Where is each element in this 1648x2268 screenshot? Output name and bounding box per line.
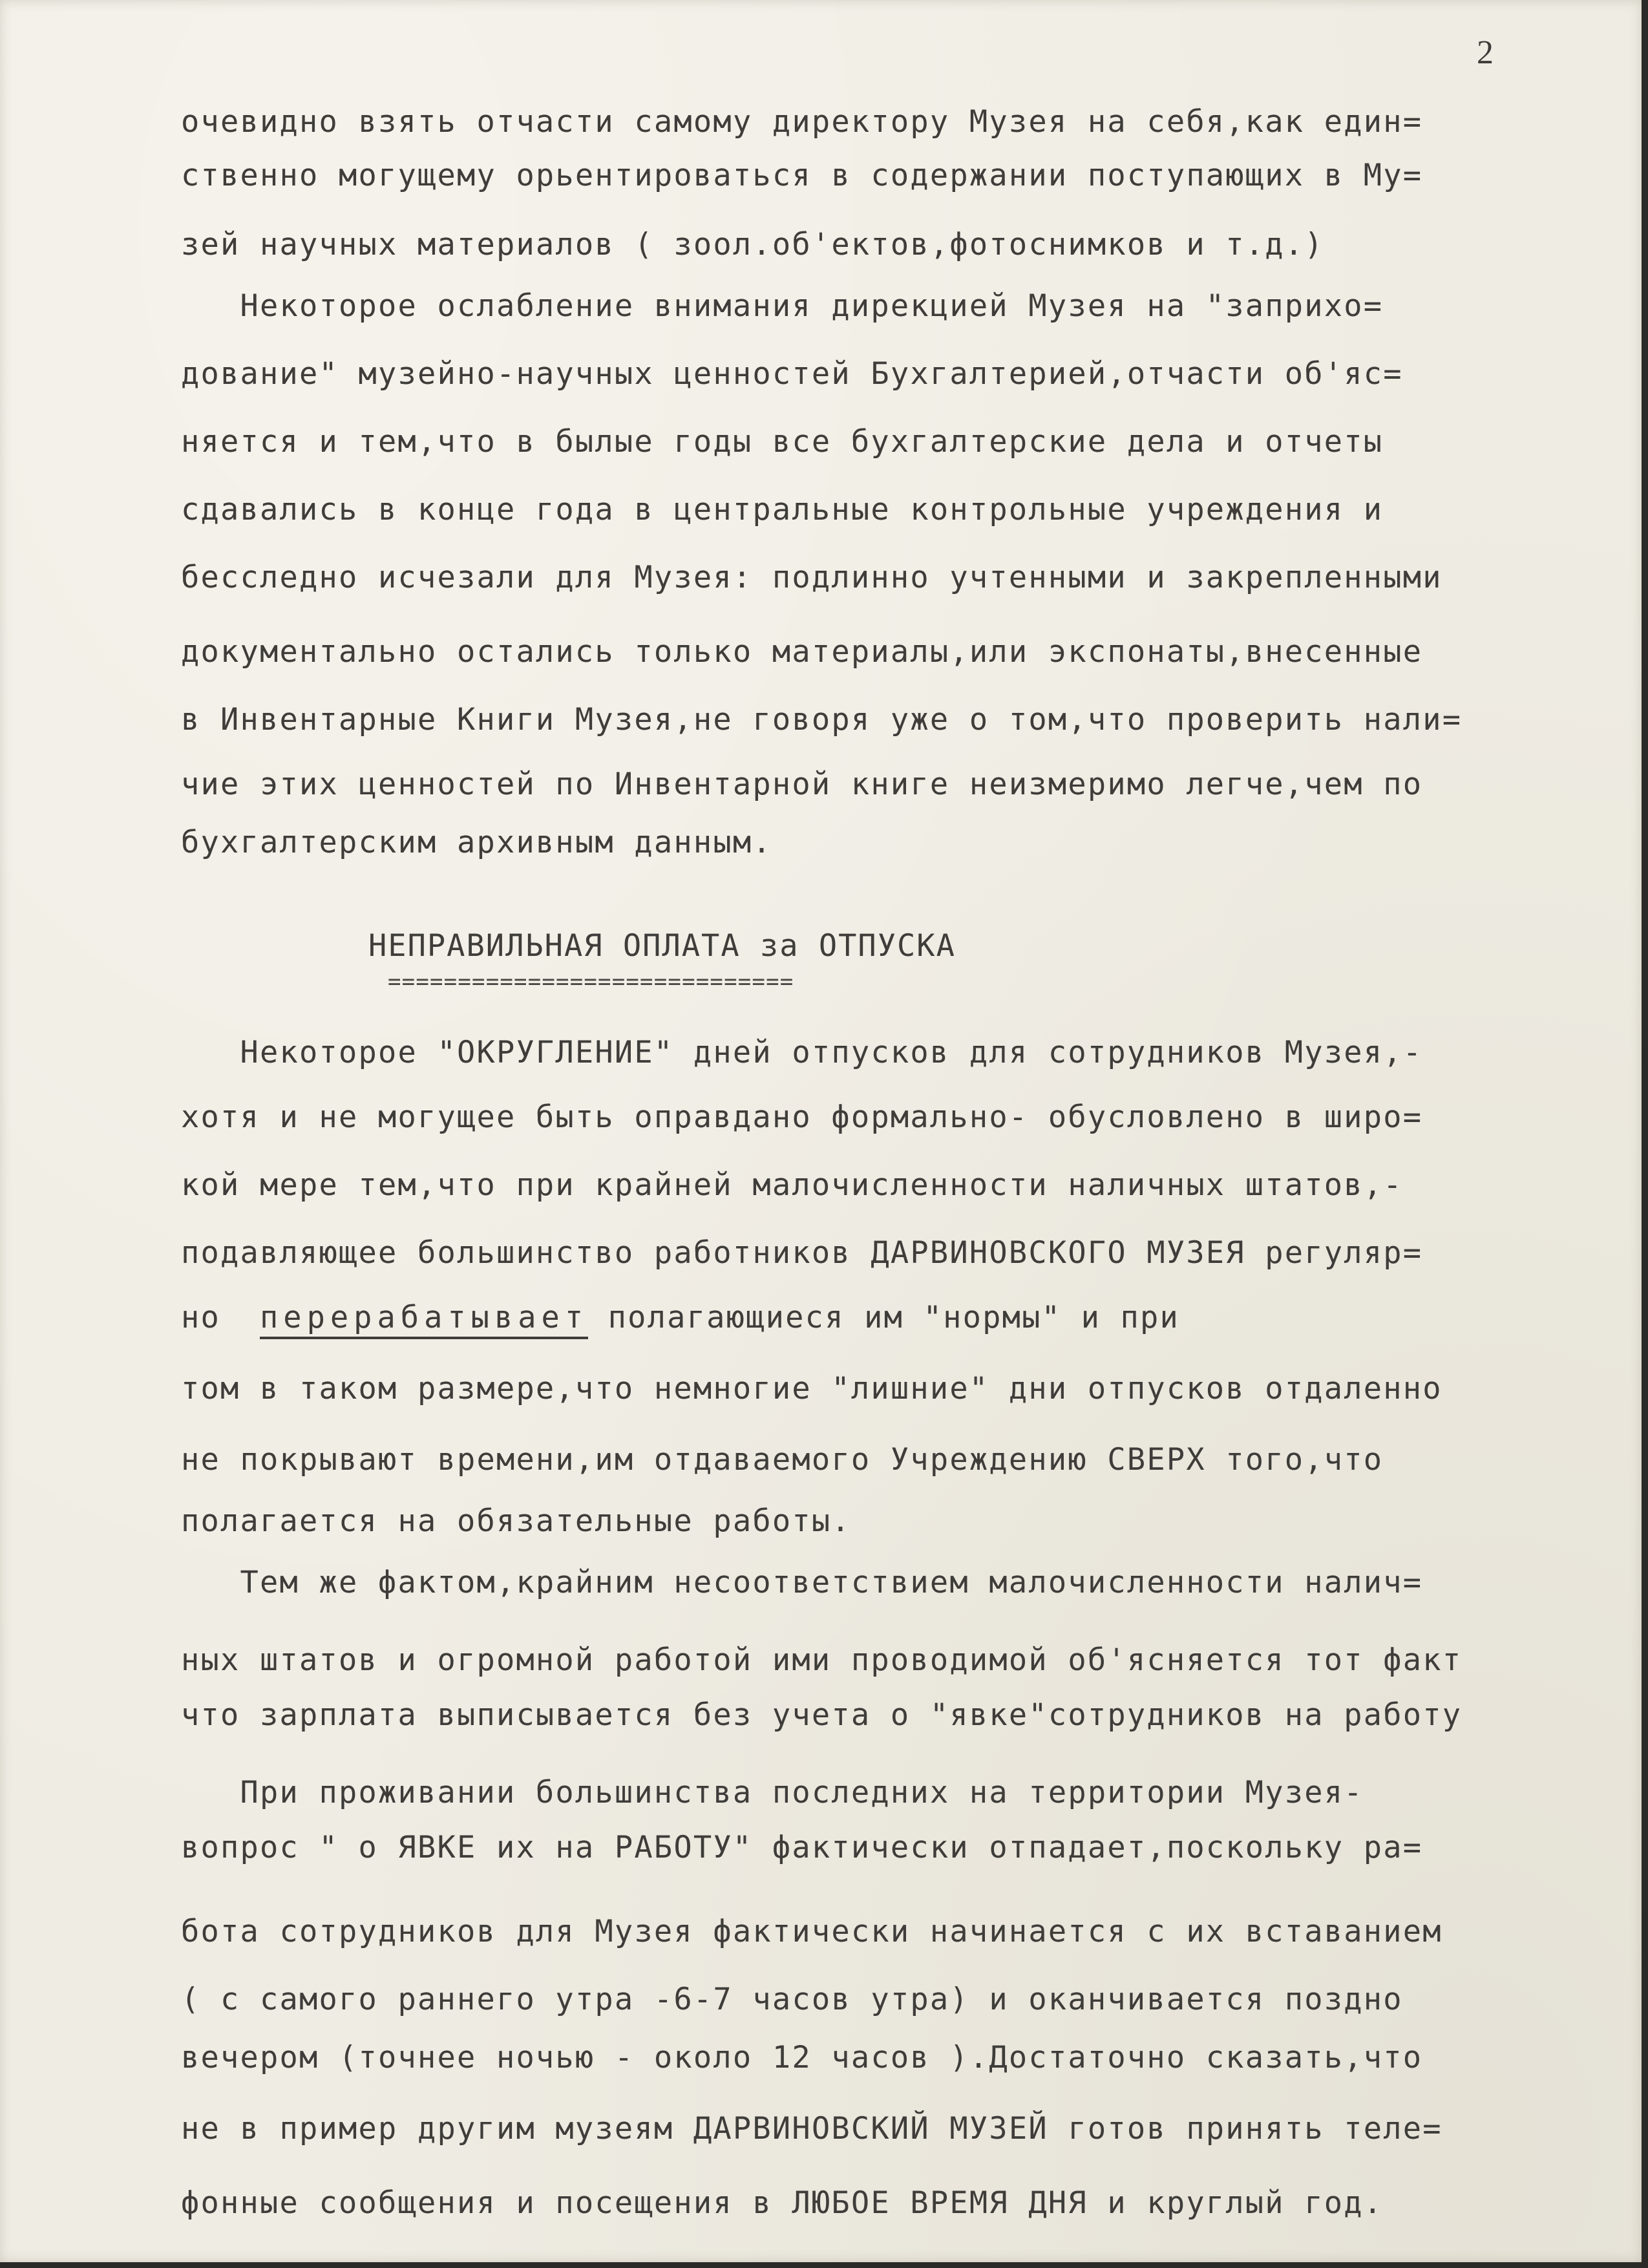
page-number: 2 <box>1477 34 1494 71</box>
text-line: что зарплата выписывается без учета о "явке"сотрудников на работу <box>181 1697 1463 1733</box>
heading-underline: ============================= <box>388 969 794 995</box>
text-line: сдавались в конце года в центральные контрольные учреждения и <box>181 492 1384 527</box>
text-line: Некоторое ослабление внимания дирекцией Музея на "заприхо= <box>181 288 1384 324</box>
text-line: ственно могущему орьентироваться в содержании поступающих в Му= <box>181 158 1423 193</box>
text-line: вопрос " о ЯВКЕ их на РАБОТУ" фактически отпадает,поскольку ра= <box>181 1830 1423 1865</box>
text-line: не в пример другим музеям ДАРВИНОВСКИЙ МУЗЕЙ готов принять теле= <box>181 2111 1442 2146</box>
text-line: Тем же фактом,крайним несоответствием малочисленности налич= <box>181 1565 1423 1600</box>
emphasis-suffix: полагающиеся им "нормы" и при <box>588 1300 1180 1335</box>
text-line: бухгалтерским архивным данным. <box>181 825 772 860</box>
text-line: бота сотрудников для Музея фактически начинается с их вставанием <box>181 1914 1442 1949</box>
text-line: в Инвентарные Книги Музея,не говоря уже о том,что проверить нали= <box>181 702 1463 737</box>
text-line-emphasis <box>181 1302 1179 1333</box>
text-line: чие этих ценностей по Инвентарной книге неизмеримо легче,чем по <box>181 767 1423 802</box>
text-line: полагается на обязательные работы. <box>181 1503 851 1539</box>
text-line: дование" музейно-научных ценностей Бухгалтерией,отчасти об'яс= <box>181 356 1403 392</box>
text-line: При проживании большинства последних на территории Музея- <box>181 1775 1364 1810</box>
text-line: не покрывают времени,им отдаваемого Учреждению СВЕРХ того,что <box>181 1442 1384 1478</box>
text-line: хотя и не могущее быть оправдано формально- обусловлено в широ= <box>181 1099 1423 1135</box>
text-line: вечером (точнее ночью - около 12 часов ).Достаточно сказать,что <box>181 2040 1423 2075</box>
emphasized-word: перерабатывает <box>260 1300 588 1339</box>
section-heading: НЕПРАВИЛЬНАЯ ОПЛАТА за ОТПУСКА <box>368 928 956 964</box>
text-line: подавляющее большинство работников ДАРВИНОВСКОГО МУЗЕЯ регуляр= <box>181 1235 1423 1271</box>
text-line: ных штатов и огромной работой ими проводимой об'ясняется тот факт <box>181 1642 1463 1678</box>
emphasis-prefix: но <box>181 1300 260 1335</box>
text-line: фонные сообщения и посещения в ЛЮБОЕ ВРЕМЯ ДНЯ и круглый год. <box>181 2185 1384 2221</box>
text-line: няется и тем,что в былые годы все бухгалтерские дела и отчеты <box>181 424 1384 460</box>
text-line: кой мере тем,что при крайней малочисленности наличных штатов,- <box>181 1167 1403 1203</box>
text-line: ( с самого раннего утра -6-7 часов утра) и оканчивается поздно <box>181 1982 1403 2017</box>
text-line: бесследно исчезали для Музея: подлинно учтенными и закрепленными <box>181 560 1442 595</box>
text-line: Некоторое "ОКРУГЛЕНИЕ" дней отпусков для сотрудников Музея,- <box>181 1035 1423 1070</box>
text-line: очевидно взять отчасти самому директору Музея на себя,как един= <box>181 104 1423 140</box>
text-line: документально остались только материалы,или экспонаты,внесенные <box>181 634 1423 670</box>
text-line: том в таком размере,что немногие "лишние" дни отпусков отдаленно <box>181 1371 1442 1406</box>
text-line: зей научных материалов ( зоол.об'ектов,фотоснимков и т.д.) <box>181 227 1324 262</box>
